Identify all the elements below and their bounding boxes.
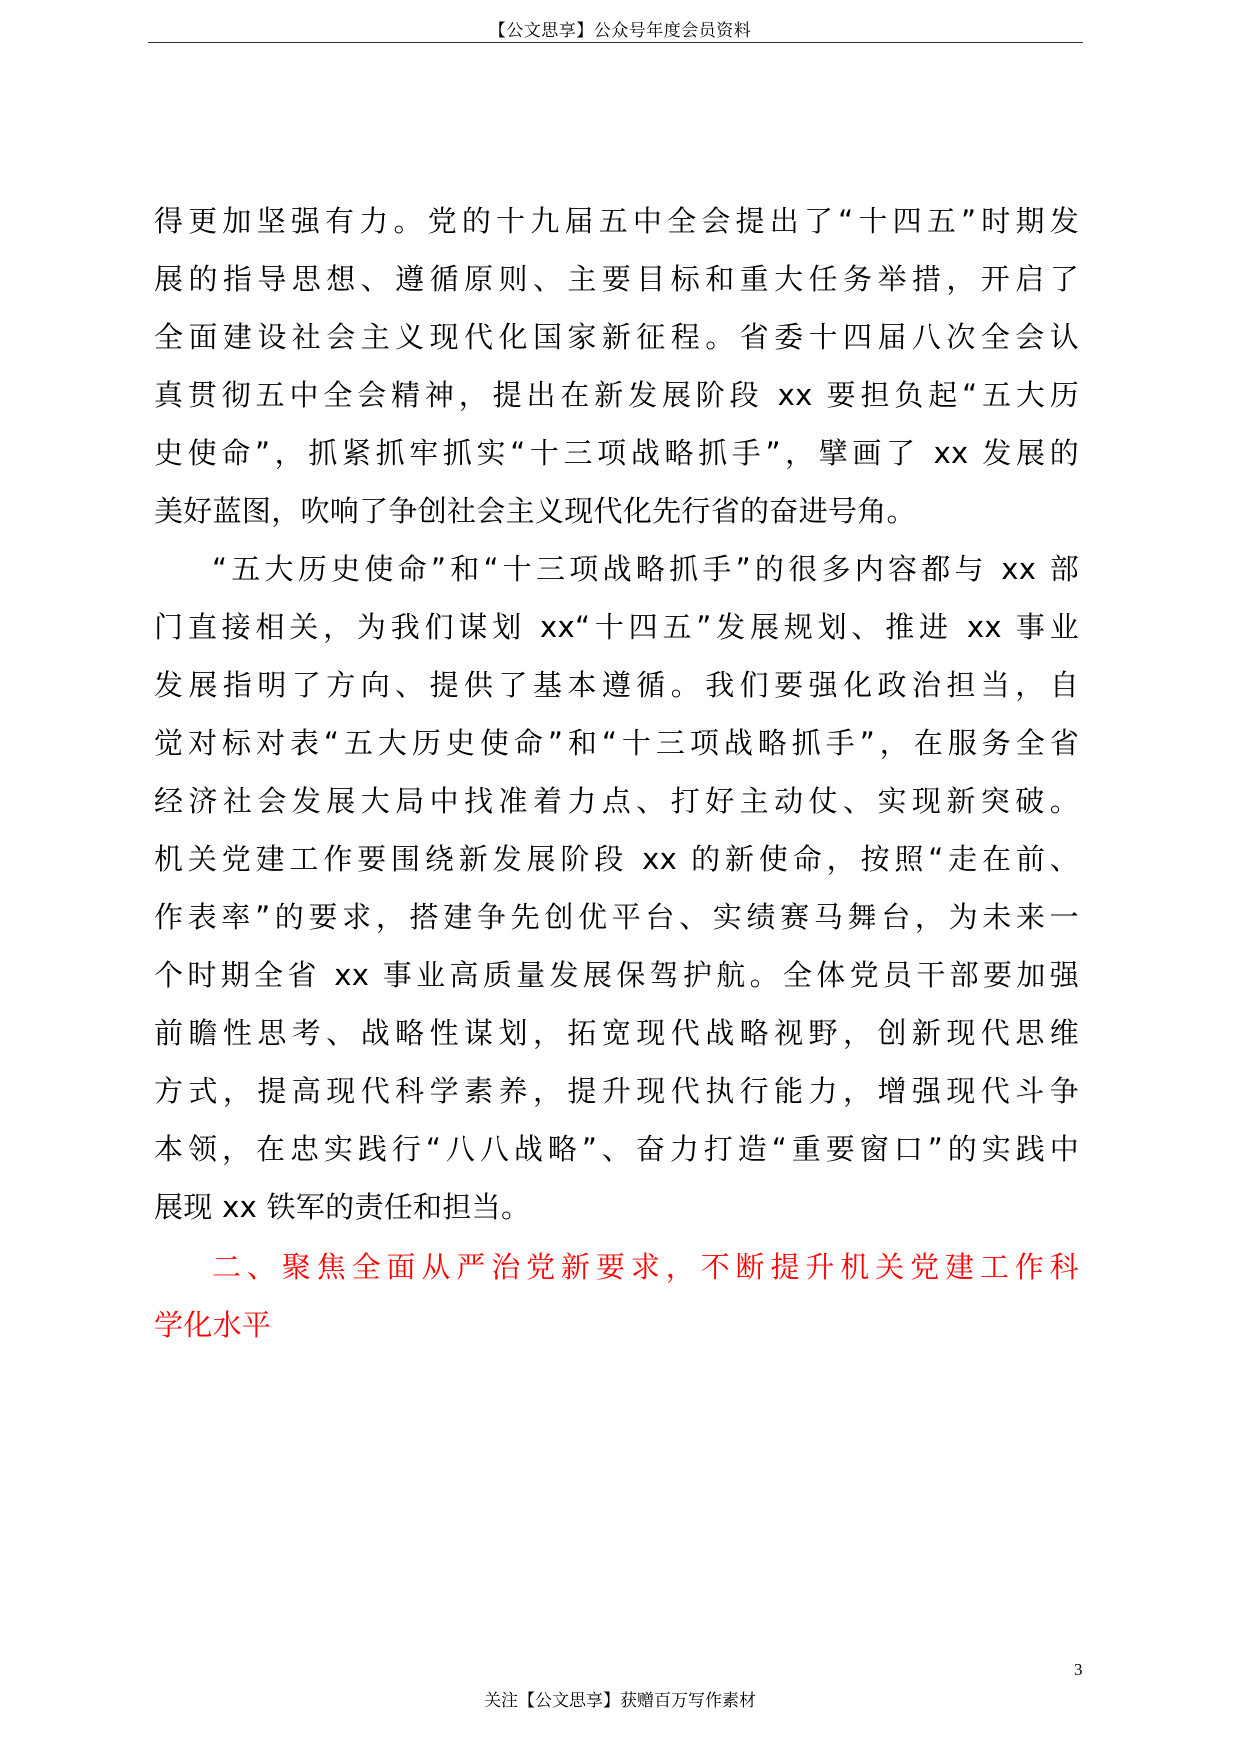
text-line: 全面建设社会主义现代化国家新征程。省委十四届八次全会认 [154,320,1079,354]
document-body [154,192,1079,1354]
text-line: 美好蓝图，吹响了争创社会主义现代化先行省的奋进号角。 [154,494,916,528]
text-line: “五大历史使命”和“十三项战略抓手”的很多内容都与 xx 部 [212,552,1079,586]
text-line: 前瞻性思考、战略性谋划，拓宽现代战略视野，创新现代思维 [154,1016,1079,1050]
text-line: 作表率”的要求，搭建争先创优平台、实绩赛马舞台，为未来一 [154,900,1079,934]
text-line: 门直接相关，为我们谋划 xx“十四五”发展规划、推进 xx 事业 [154,610,1079,644]
footer-promo-text: 关注【公文思享】获赠百万写作素材 [484,1691,756,1711]
heading-line: 学化水平 [154,1308,272,1342]
text-line: 得更加坚强有力。党的十九届五中全会提出了“十四五”时期发 [154,204,1079,238]
text-line: 个时期全省 xx 事业高质量发展保驾护航。全体党员干部要加强 [154,958,1079,992]
text-line: 本领，在忠实践行“八八战略”、奋力打造“重要窗口”的实践中 [154,1132,1079,1166]
header-divider [148,42,1083,43]
text-line: 展的指导思想、遵循原则、主要目标和重大任务举措，开启了 [154,262,1079,296]
paragraph-2 [154,540,1079,1236]
text-line: 机关党建工作要围绕新发展阶段 xx 的新使命，按照“走在前、 [154,842,1079,876]
text-line: 发展指明了方向、提供了基本遵循。我们要强化政治担当，自 [154,668,1079,702]
heading-line: 二、聚焦全面从严治党新要求，不断提升机关党建工作科 [212,1250,1079,1284]
page-number: 3 [1074,1660,1083,1679]
text-line: 方式，提高现代科学素养，提升现代执行能力，增强现代斗争 [154,1074,1079,1108]
paragraph-1 [154,192,1079,540]
text-line: 真贯彻五中全会精神，提出在新发展阶段 xx 要担负起“五大历 [154,378,1079,412]
header-title: 【公文思享】公众号年度会员资料 [488,21,752,41]
text-line: 觉对标对表“五大历史使命”和“十三项战略抓手”，在服务全省 [154,726,1079,760]
text-line: 展现 xx 铁军的责任和担当。 [154,1190,531,1224]
text-line: 史使命”，抓紧抓牢抓实“十三项战略抓手”，擘画了 xx 发展的 [154,436,1079,470]
text-line: 经济社会发展大局中找准着力点、打好主动仗、实现新突破。 [154,784,1079,818]
section-heading [154,1238,1079,1354]
